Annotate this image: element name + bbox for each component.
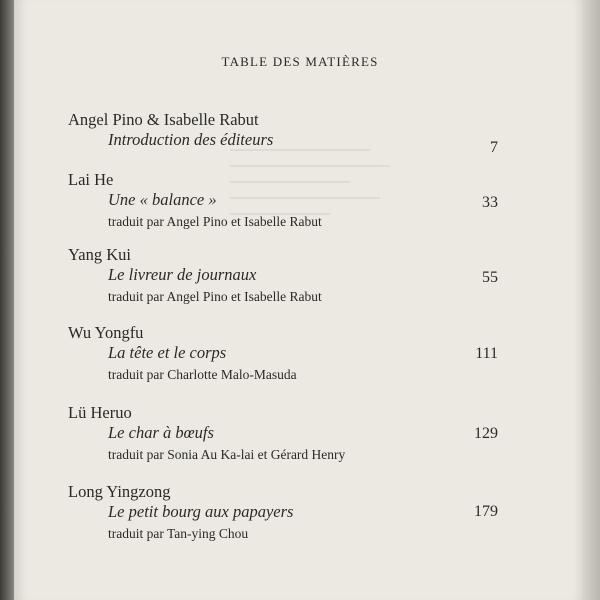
book-gutter-shadow — [0, 0, 14, 600]
toc-title: TABLE DES MATIÈRES — [221, 54, 379, 69]
entry-author: Yang Kui — [68, 245, 131, 264]
entry-translator: traduit par Angel Pino et Isabelle Rabut — [108, 289, 322, 304]
toc-entry — [68, 170, 498, 231]
entry-author: Wu Yongfu — [68, 323, 144, 342]
entry-translator: traduit par Charlotte Malo-Masuda — [108, 367, 297, 382]
toc-entry — [68, 403, 498, 464]
entry-work-title: Le livreur de journaux — [108, 265, 257, 284]
entry-author: Lü Heruo — [68, 403, 132, 422]
entry-translator: traduit par Sonia Au Ka-lai et Gérard Henry — [108, 447, 346, 462]
entry-page-number: 179 — [474, 503, 498, 520]
entry-author: Lai He — [68, 170, 114, 189]
entry-author: Long Yingzong — [68, 482, 171, 501]
entry-work-title: Le petit bourg aux papayers — [108, 502, 294, 521]
entry-page-number: 111 — [475, 345, 498, 362]
entry-page-number: 7 — [490, 139, 498, 156]
entry-page-number: 129 — [474, 425, 498, 442]
entry-page-number: 33 — [482, 194, 498, 211]
entry-work-title: La tête et le corps — [108, 343, 227, 362]
entry-author: Angel Pino & Isabelle Rabut — [68, 110, 259, 129]
entry-translator: traduit par Tan-ying Chou — [108, 526, 249, 541]
page-edge — [582, 0, 600, 600]
toc-entry — [68, 110, 498, 156]
entry-translator: traduit par Angel Pino et Isabelle Rabut — [108, 214, 322, 229]
entry-work-title: Une « balance » — [108, 190, 217, 209]
entry-work-title: Introduction des éditeurs — [108, 130, 274, 149]
toc-entry — [68, 482, 498, 543]
toc-entry — [68, 245, 498, 306]
toc-entry — [68, 323, 498, 384]
entry-page-number: 55 — [482, 269, 498, 286]
entry-work-title: Le char à bœufs — [108, 423, 214, 442]
